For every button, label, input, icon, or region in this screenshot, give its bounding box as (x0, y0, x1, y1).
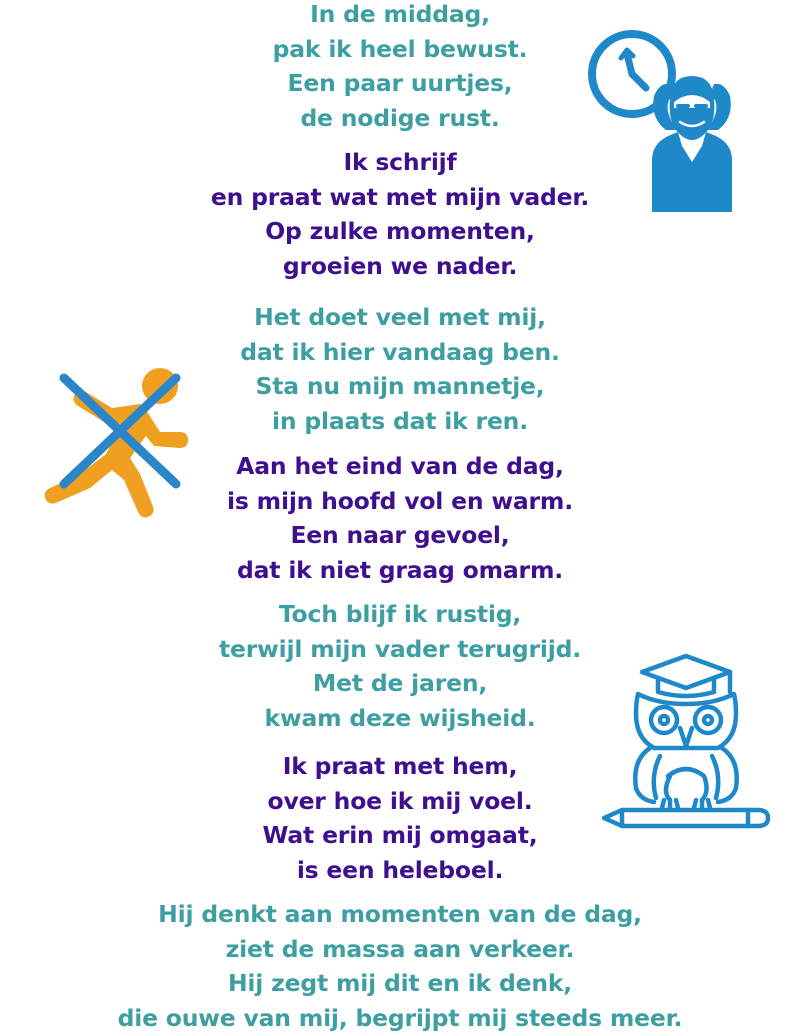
poem-line: de nodige rust. (300, 103, 500, 132)
poem-line: is een heleboel. (296, 855, 504, 884)
poem-line: Hij zegt mij dit en ik denk, (227, 969, 573, 997)
poem-line: dat ik hier vandaag ben. (240, 337, 560, 366)
poem-line: Een paar uurtjes, (287, 69, 513, 97)
poem-line: is mijn hoofd vol en warm. (227, 486, 573, 515)
poem-line: dat ik niet graag omarm. (237, 555, 563, 584)
wise-owl-on-pencil-icon (598, 652, 776, 834)
poem-line: Ik schrijf (343, 148, 457, 176)
clock-thinking-person-icon (582, 22, 774, 214)
poem-line: Sta nu mijn mannetje, (255, 372, 545, 400)
poem-line: Toch blijf ik rustig, (278, 600, 522, 628)
poem-line: Een naar gevoel, (290, 521, 510, 549)
poem-line: kwam deze wijsheid. (264, 703, 536, 732)
poem-line: terwijl mijn vader terugrijd. (219, 634, 581, 663)
poem-line: in plaats dat ik ren. (272, 406, 528, 435)
poem-line: Wat erin mij omgaat, (262, 821, 538, 849)
stanza-7 (0, 897, 800, 1035)
poem-line: en praat wat met mijn vader. (210, 182, 590, 211)
poem-line: ziet de massa aan verkeer. (225, 934, 575, 963)
poem-line: over hoe ik mij voel. (267, 786, 533, 815)
poem-line: Hij denkt aan momenten van de dag, (158, 900, 642, 928)
poem-line: Met de jaren, (312, 669, 488, 697)
crossed-out-runner-icon (42, 362, 200, 520)
poem-line: pak ik heel bewust. (272, 34, 528, 63)
poem-line: die ouwe van mij, begrijpt mij steeds meer. (117, 1003, 683, 1032)
poem-line: Het doet veel met mij, (254, 303, 546, 331)
poem-line: groeien we nader. (282, 251, 518, 280)
poem-line: Ik praat met hem, (282, 752, 518, 780)
poem-line: Op zulke momenten, (265, 217, 535, 245)
poem-line: Aan het eind van de dag, (236, 452, 564, 480)
poem-line: In de middag, (310, 0, 490, 28)
